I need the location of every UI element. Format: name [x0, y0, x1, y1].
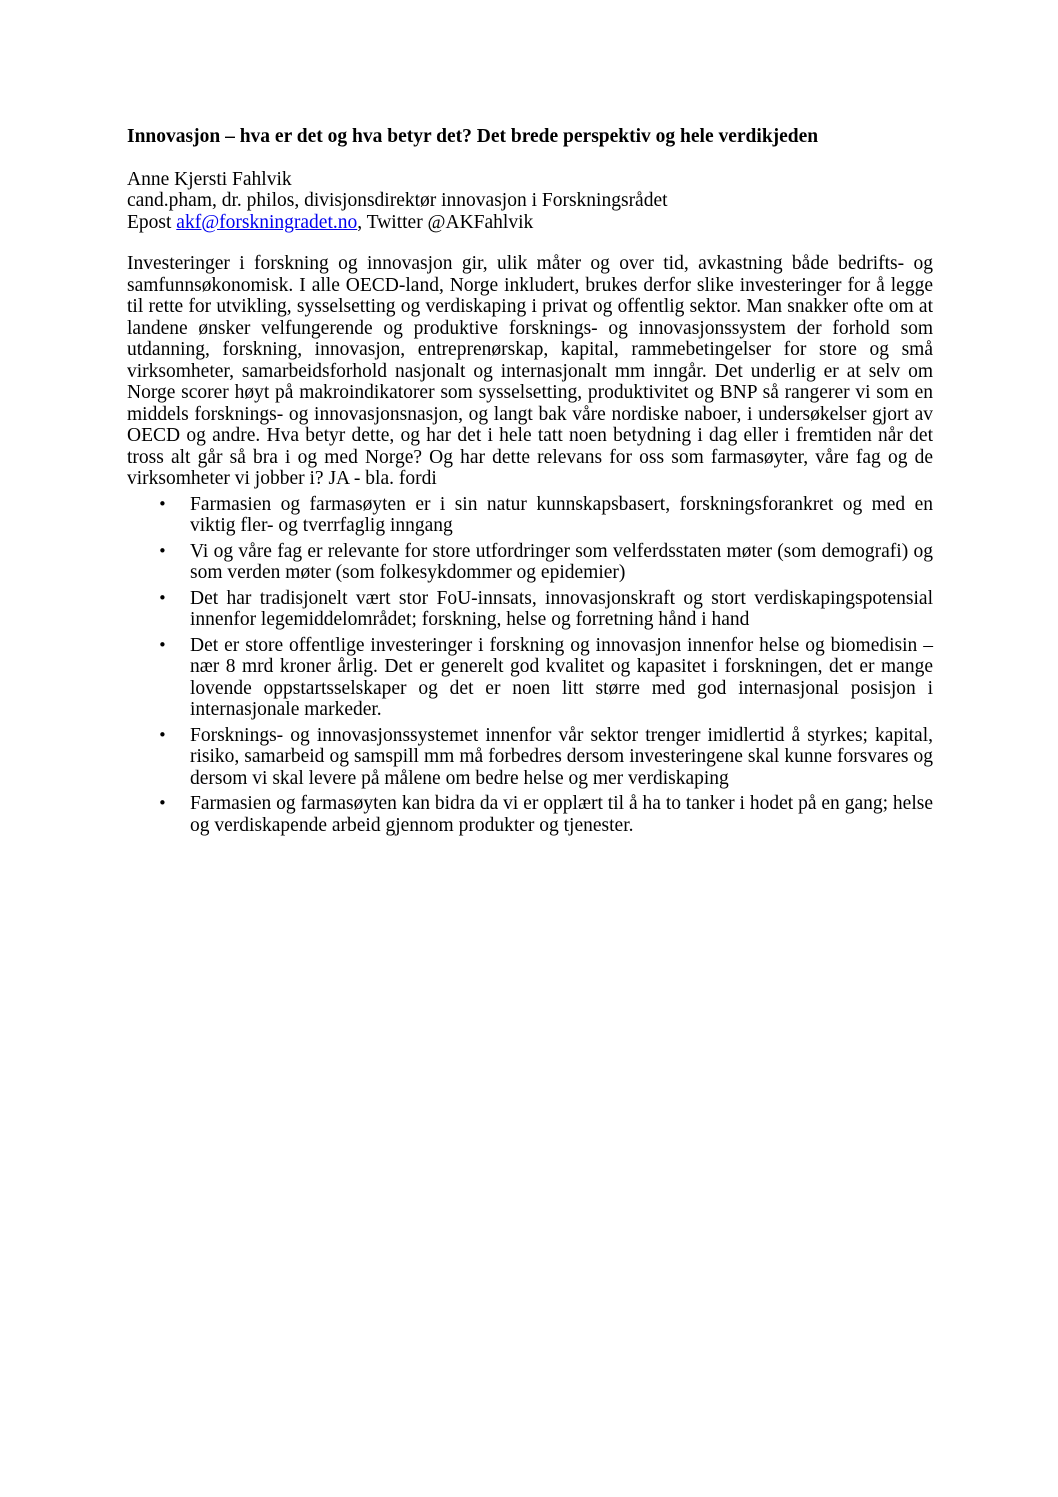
author-name: Anne Kjersti Fahlvik [127, 168, 292, 190]
list-item-text: Forsknings- og innovasjonssystemet innenfor vår sektor trenger imidlertid å styrkes; kapital, risiko, samarbeid og samspill mm må forbedres dersom investeringene skal kunne forsvares og dersom vi skal levere på målene om bedre helse og mer verdiskaping [190, 724, 933, 789]
bullet-list [127, 494, 933, 837]
document-title: Innovasjon – hva er det og hva betyr det? Det brede perspektiv og hele verdikjeden [127, 126, 819, 147]
document-page [127, 126, 933, 840]
author-contact [127, 212, 933, 234]
bullet-icon: • [158, 794, 167, 812]
list-item-text: Det har tradisjonelt vært stor FoU-innsats, innovasjonskraft og stort verdiskapingspotensial innenfor legemiddelområdet; forskning, helse og forretning hånd i hand [190, 587, 933, 630]
bullet-icon: • [158, 725, 167, 744]
list-item-text: Farmasien og farmasøyten kan bidra da vi er opplært til å ha to tanker i hodet på en gang; helse og verdiskapende arbeid gjennom produkter og tjenester. [190, 793, 933, 836]
bullet-icon: • [158, 494, 167, 513]
list-item-text: Det er store offentlige investeringer i forskning og innovasjon innenfor helse og biomedisin – nær 8 mrd kroner årlig. Det er generelt god kvalitet og kapasitet i forskningen, det er mange lovende oppstartsselskaper og det er noen litt større med god internasjonal posisjon i internasjonale markeder. [190, 634, 933, 720]
author-block [127, 169, 933, 234]
list-item [127, 494, 933, 537]
list-item [127, 541, 933, 584]
list-item-text: Farmasien og farmasøyten er i sin natur kunnskapsbasert, forskningsforankret og med en viktig fler- og tverrfaglig inngang [190, 493, 933, 536]
list-item [127, 635, 933, 721]
author-credentials: cand.pham, dr. philos, divisjonsdirektør innovasjon i Forskningsrådet [127, 190, 668, 211]
bullet-icon: • [158, 588, 167, 607]
intro-paragraph: Investeringer i forskning og innovasjon gir, ulik måter og over tid, avkastning både bedrifts- og samfunnsøkonomisk. I alle OECD-land, Norge inkludert, brukes derfor slike investeringer for å legge til rette for utvikling, sysselsetting og verdiskaping i privat og offentlig sektor. Man snakker ofte om at landene ønsker velfungerende og produktive forsknings- og innovasjonssystem der forhold som utdanning, forskning, innovasjon, entreprenørskap, kapital, rammebetingelser for store og små virksomheter, samarbeidsforhold nasjonalt og internasjonalt mm inngår. Det underlig er at selv om Norge scorer høyt på makroindikatorer som sysselsetting, produktivitet og BNP så rangerer vi som en middels forsknings- og innovasjonsnasjon, og langt bak våre nordiske naboer, i undersøkelser gjort av OECD og andre. Hva betyr dette, og har det i hele tatt noen betydning i dag eller i fremtiden når det tross alt går så bra i og med Norge? Og har dette relevans for oss som farmasøyter, våre fag og de virksomheter vi jobber i? JA - bla. fordi [127, 253, 933, 489]
contact-suffix: , Twitter @AKFahlvik [357, 211, 534, 233]
contact-prefix: Epost [127, 211, 177, 233]
email-link[interactable]: akf@forskningradet.no [176, 211, 358, 233]
list-item [127, 725, 933, 790]
bullet-icon: • [158, 541, 167, 560]
list-item-text: Vi og våre fag er relevante for store utfordringer som velferdsstaten møter (som demografi) og som verden møter (som folkesykdommer og epidemier) [190, 540, 933, 583]
list-item [127, 588, 933, 631]
list-item [127, 793, 933, 836]
bullet-icon: • [158, 635, 167, 654]
